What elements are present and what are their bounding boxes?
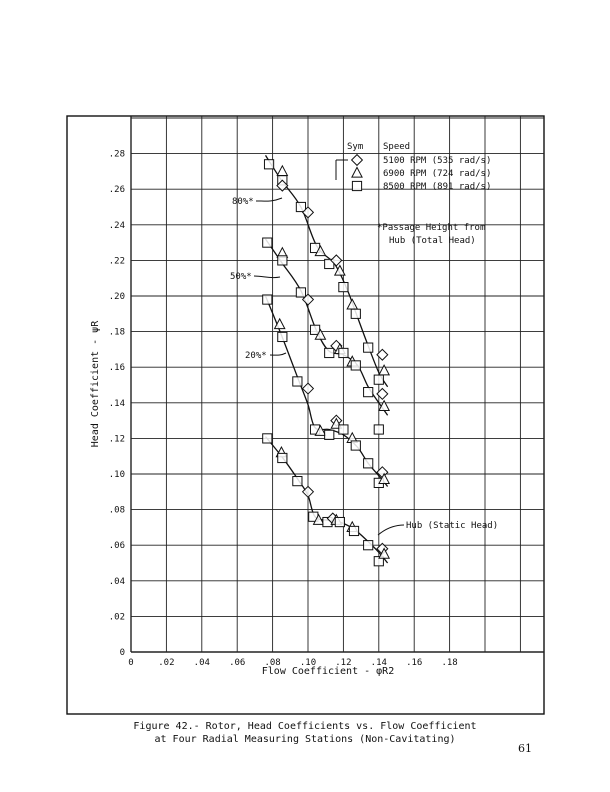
y-tick-label: .10 xyxy=(108,470,125,480)
y-tick-label: .02 xyxy=(108,612,125,623)
data-point xyxy=(278,332,287,341)
data-point xyxy=(364,459,373,468)
label-hub-static-head: Hub (Static Head) xyxy=(406,521,499,531)
data-point xyxy=(364,388,373,397)
data-point xyxy=(296,288,305,297)
data-point xyxy=(263,295,272,304)
legend-entry-label: 8500 RPM (891 rad/s) xyxy=(383,182,492,192)
data-point xyxy=(263,434,272,443)
figure-caption-line-1: Figure 42.- Rotor, Head Coefficients vs. Flow Coefficient xyxy=(133,721,477,732)
y-tick-label: .16 xyxy=(108,363,125,374)
data-point xyxy=(303,383,314,394)
label-50-percent: 50%* xyxy=(230,272,252,282)
y-tick-label: .12 xyxy=(108,434,125,445)
x-tick-label: .12 xyxy=(335,658,352,668)
x-tick-label: .04 xyxy=(193,658,210,668)
y-tick-label: .22 xyxy=(108,256,125,267)
label-80-percent: 80%* xyxy=(232,197,254,207)
data-point xyxy=(335,517,344,526)
data-point xyxy=(293,377,302,386)
data-point xyxy=(264,160,273,169)
data-point xyxy=(351,361,360,370)
data-point xyxy=(325,430,334,439)
data-point xyxy=(374,425,383,434)
data-point xyxy=(349,526,358,535)
legend-symbol xyxy=(352,155,363,166)
data-point xyxy=(351,309,360,318)
y-tick-label: .08 xyxy=(108,505,125,516)
data-point xyxy=(339,348,348,357)
legend-symbol xyxy=(352,167,362,177)
legend-header-speed: Speed xyxy=(383,142,411,152)
data-point xyxy=(379,365,389,375)
leader-50-percent xyxy=(254,276,280,278)
fit-curves xyxy=(266,155,388,563)
y-axis-label: Head Coefficient - ψR xyxy=(90,320,101,448)
data-point xyxy=(278,453,287,462)
x-tick-label: .08 xyxy=(264,658,281,668)
grid-lines xyxy=(131,116,544,652)
legend xyxy=(336,142,491,246)
data-point xyxy=(339,283,348,292)
legend-note-line-2: Hub (Total Head) xyxy=(389,236,476,246)
data-markers xyxy=(263,160,390,566)
axis-labels xyxy=(90,320,394,677)
y-tick-label: .06 xyxy=(108,541,125,552)
data-point xyxy=(263,238,272,247)
x-tick-label: .18 xyxy=(441,658,458,668)
data-point xyxy=(293,477,302,486)
x-tick-label: .06 xyxy=(229,658,246,668)
legend-note-line-1: *Passage Height from xyxy=(377,223,486,233)
legend-symbol xyxy=(352,181,361,190)
data-point xyxy=(364,343,373,352)
data-point xyxy=(364,541,373,550)
legend-header-sym: Sym xyxy=(347,142,364,152)
y-tick-label: .24 xyxy=(108,220,125,231)
data-point xyxy=(339,425,348,434)
y-tick-label: .04 xyxy=(108,576,125,587)
figure-caption-line-2: at Four Radial Measuring Stations (Non-Cavitating) xyxy=(154,734,456,745)
y-tick-label: .20 xyxy=(108,292,125,302)
legend-entry-label: 5100 RPM (535 rad/s) xyxy=(383,156,492,166)
data-point xyxy=(351,441,360,450)
y-tick-label: 0 xyxy=(119,648,125,658)
x-tick-label: .10 xyxy=(299,658,317,668)
y-tick-label: .26 xyxy=(108,185,125,196)
x-tick-label: .16 xyxy=(406,658,423,668)
data-point xyxy=(374,375,383,384)
y-tick-label: .28 xyxy=(108,149,125,160)
legend-entry-label: 6900 RPM (724 rad/s) xyxy=(383,169,492,179)
leader-80-percent xyxy=(256,198,282,201)
label-20-percent: 20%* xyxy=(245,351,267,361)
data-point xyxy=(278,256,287,265)
data-point xyxy=(277,166,287,176)
x-tick-label: 0 xyxy=(128,658,134,668)
data-point xyxy=(325,348,334,357)
leader-hub xyxy=(378,525,404,535)
x-tick-label: .02 xyxy=(158,658,175,668)
data-point xyxy=(347,299,357,309)
page-number: 61 xyxy=(518,742,532,755)
y-tick-label: .14 xyxy=(108,398,125,409)
x-tick-label: .14 xyxy=(370,658,387,668)
y-tick-label: .18 xyxy=(108,327,125,338)
x-axis-label: Flow Coefficient - φR2 xyxy=(261,666,395,677)
